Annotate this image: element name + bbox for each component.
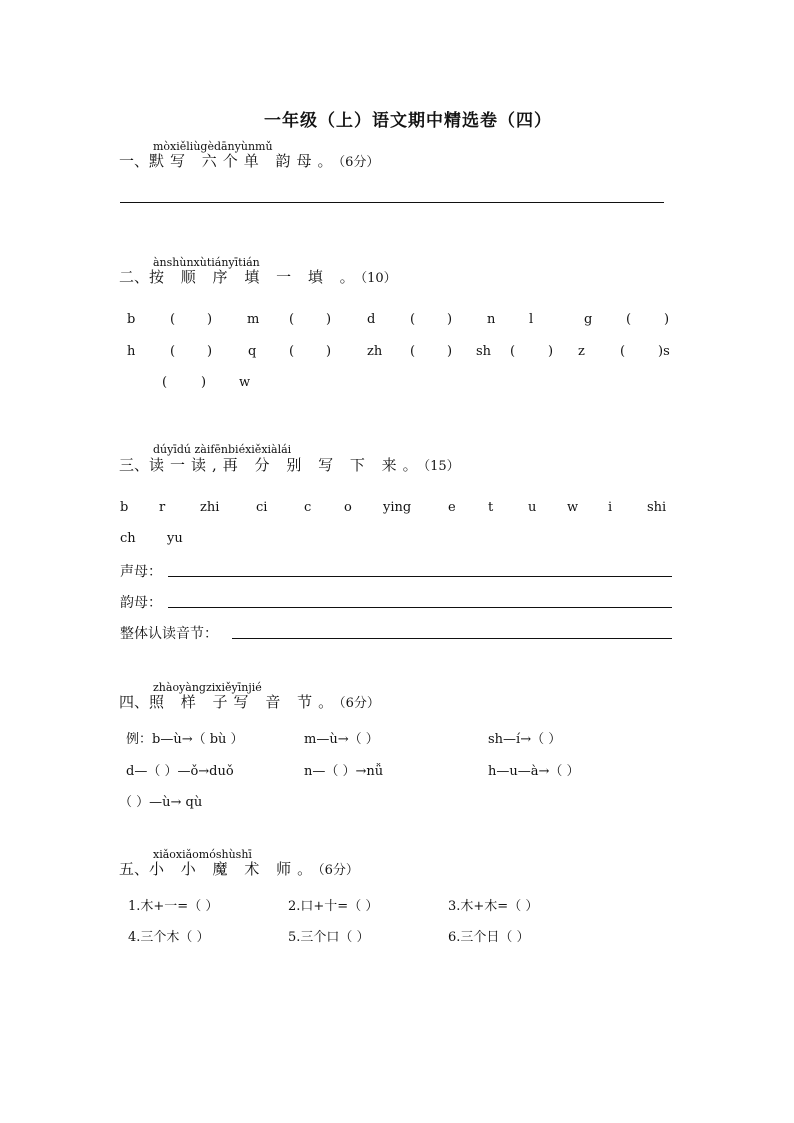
q3-finals-label: 韵母： <box>120 595 162 611</box>
q2-item: ( <box>162 375 168 390</box>
q5-text: 小 小 魔 术 师。 <box>149 860 319 878</box>
q4-number: 四、 <box>119 693 150 711</box>
q3-item: shi <box>647 500 667 515</box>
q2-item: ( <box>410 344 416 359</box>
page-title: 一年级（上）语文期中精选卷（四） <box>264 111 552 131</box>
q4-item: （ ）—ù→ qù <box>119 795 203 810</box>
q3-item: t <box>488 500 494 515</box>
q3-item: c <box>304 500 312 515</box>
q2-item: m <box>247 312 260 327</box>
q2-pinyin: ànshùnxùtiányītián <box>153 256 260 269</box>
q4-item: n—（ ）→nǚ <box>304 764 384 779</box>
q3-number: 三、 <box>119 456 150 474</box>
q2-item: ) <box>326 312 332 327</box>
q4-item: h—u—à→（ ） <box>488 764 580 779</box>
q2-item: ) <box>548 344 554 359</box>
q2-text: 按 顺 序 填 一 填 。 <box>149 268 361 286</box>
q3-item: ch <box>120 531 136 546</box>
q2-item: ) <box>447 344 453 359</box>
q3-item: w <box>567 500 579 515</box>
q2-item: ) <box>207 312 213 327</box>
q5-number: 五、 <box>119 860 150 878</box>
q3-syllables-line[interactable] <box>232 638 672 639</box>
q5-item: 4.三个木（ ） <box>128 930 210 945</box>
q5-item: 3.木+木=（ ） <box>448 899 539 914</box>
q3-syllables-label: 整体认读音节： <box>120 626 218 642</box>
q4-score: （6分） <box>339 696 380 711</box>
q1-number: 一、 <box>119 152 150 170</box>
q3-initials-label: 声母： <box>120 564 162 580</box>
q3-item: u <box>528 500 537 515</box>
q2-item: ( <box>626 312 632 327</box>
q3-initials-line[interactable] <box>168 576 672 577</box>
q3-item: ying <box>383 500 412 515</box>
q3-finals-line[interactable] <box>168 607 672 608</box>
q3-item: b <box>120 500 129 515</box>
q3-item: ci <box>256 500 268 515</box>
q3-item: o <box>344 500 352 515</box>
q5-item: 2.口+十=（ ） <box>288 899 379 914</box>
q2-row-2 <box>0 344 794 364</box>
q2-row-1 <box>0 312 794 332</box>
q4-pinyin: zhàoyàngzixiěyīnjié <box>153 681 262 694</box>
q2-item: ( <box>289 344 295 359</box>
q2-item: b <box>127 312 136 327</box>
q2-item: w <box>239 375 251 390</box>
q3-row-1 <box>0 500 794 520</box>
q4-text: 照 样 子写 音 节。 <box>149 693 340 711</box>
q2-item: d <box>367 312 376 327</box>
q5-item: 5.三个口（ ） <box>288 930 370 945</box>
q2-item: ( <box>170 312 176 327</box>
q2-heading <box>119 266 397 287</box>
q2-item: g <box>584 312 593 327</box>
q4-item: sh—í→（ ） <box>488 732 562 747</box>
q4-example: 例：b—ù→（ bù ） <box>126 732 244 747</box>
q2-item: sh <box>476 344 492 359</box>
q3-item: e <box>448 500 456 515</box>
q5-heading <box>119 858 359 879</box>
q1-pinyin: mòxiěliùgèdānyùnmǔ <box>153 140 273 153</box>
q3-score: （15） <box>423 459 460 474</box>
q5-pinyin: xiǎoxiǎomóshùshī <box>153 848 252 861</box>
q2-item: ( <box>289 312 295 327</box>
q2-item: q <box>248 344 257 359</box>
q2-item: ( <box>410 312 416 327</box>
q5-score: （6分） <box>318 863 359 878</box>
q2-number: 二、 <box>119 268 150 286</box>
q2-item: ( <box>170 344 176 359</box>
q2-item: z <box>578 344 585 359</box>
q3-heading <box>119 454 460 475</box>
q2-row-3 <box>0 375 794 395</box>
q2-item: ) <box>664 312 670 327</box>
q1-heading <box>119 150 379 171</box>
q3-text: 读一读,再 分 别 写 下 来。 <box>149 456 424 474</box>
q2-score: （10） <box>360 271 397 286</box>
q4-heading <box>119 691 380 712</box>
q2-item: )s <box>658 344 670 359</box>
q2-item: zh <box>367 344 383 359</box>
q4-item: m—ù→（ ） <box>304 732 379 747</box>
q4-item: d—（ ）—ǒ→duǒ <box>126 764 234 779</box>
q3-item: zhi <box>200 500 220 515</box>
q1-score: （6分） <box>338 155 380 170</box>
q1-answer-line[interactable] <box>120 202 664 203</box>
q3-item: yu <box>167 531 183 546</box>
q1-text: 默写 六个单 韵母。 <box>149 152 339 170</box>
q2-item: ) <box>447 312 453 327</box>
q2-item: ( <box>620 344 626 359</box>
q2-item: ) <box>207 344 213 359</box>
q2-item: ( <box>510 344 516 359</box>
q2-item: n <box>487 312 496 327</box>
q2-item: ) <box>326 344 332 359</box>
q3-item: i <box>608 500 613 515</box>
q3-item: r <box>159 500 166 515</box>
q2-item: ) <box>201 375 207 390</box>
q3-row-2 <box>0 531 794 551</box>
q2-item: h <box>127 344 136 359</box>
q5-item: 6.三个日（ ） <box>448 930 530 945</box>
q5-item: 1.木+一=（ ） <box>128 899 219 914</box>
q2-item: l <box>529 312 534 327</box>
q3-pinyin: dúyīdú zàifēnbiéxiěxiàlái <box>153 443 292 456</box>
